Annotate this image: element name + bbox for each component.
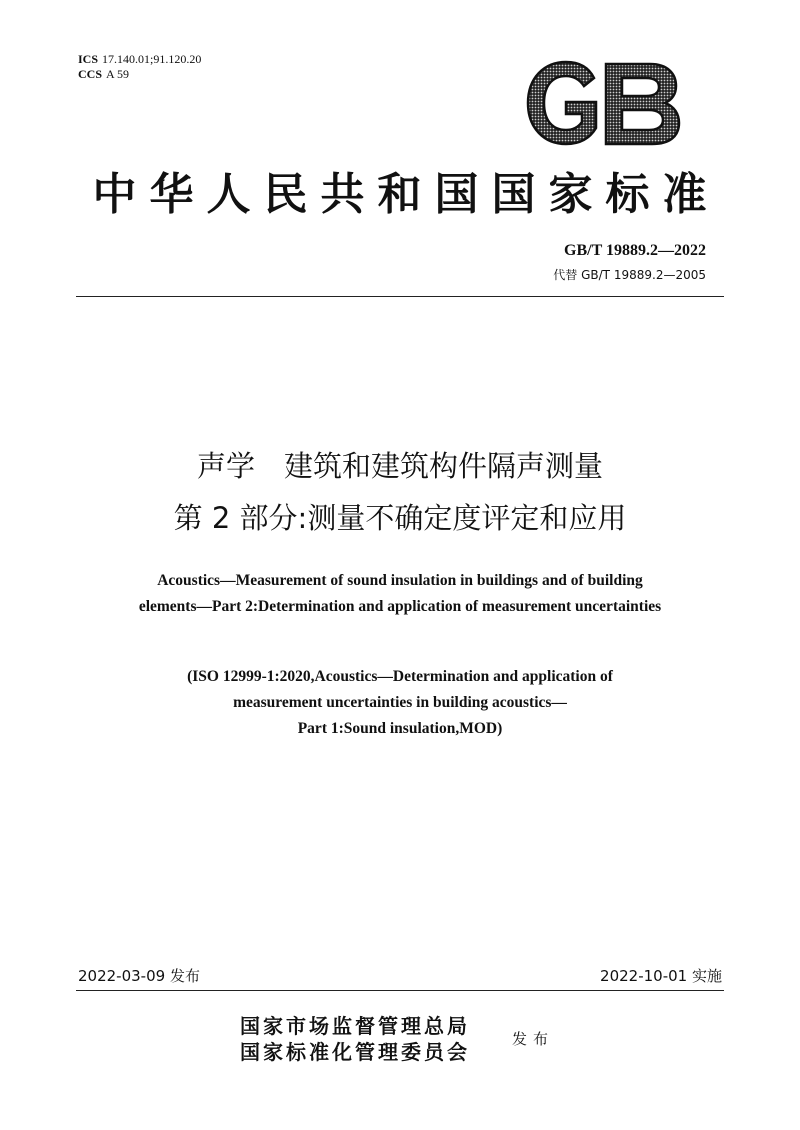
issuer-samr: 国家市场监督管理总局 bbox=[240, 1014, 470, 1038]
ics-line bbox=[78, 52, 201, 67]
ics-label: ICS bbox=[78, 52, 99, 66]
chinese-title-line-2: 第 2 部分:测量不确定度评定和应用 bbox=[173, 501, 627, 535]
ccs-value: A 59 bbox=[106, 67, 130, 81]
iso-reference-line-1: (ISO 12999-1:2020,Acoustics—Determination and application of bbox=[187, 668, 613, 685]
iso-reference-line-3: Part 1:Sound insulation,MOD) bbox=[297, 720, 503, 737]
chinese-title-line-1: 声学 建筑和建筑构件隔声测量 bbox=[196, 449, 603, 483]
gb-logo-icon bbox=[522, 58, 682, 148]
standard-replaces: 代替 GB/T 19889.2—2005 bbox=[553, 268, 706, 282]
english-title-line-1: Acoustics—Measurement of sound insulation in buildings and of building bbox=[157, 572, 643, 589]
bottom-divider bbox=[76, 990, 724, 991]
classification-codes bbox=[78, 52, 201, 82]
issue-date: 2022-03-09 发布 bbox=[78, 967, 200, 985]
national-standard-heading: 中华人民共和国国家标准 bbox=[92, 169, 720, 220]
implementation-date: 2022-10-01 实施 bbox=[600, 967, 722, 985]
gb-logo bbox=[522, 58, 682, 148]
english-title-line-2: elements—Part 2:Determination and application of measurement uncertainties bbox=[138, 598, 662, 615]
ccs-line bbox=[78, 67, 201, 82]
ccs-label: CCS bbox=[78, 67, 103, 81]
issuer-sac: 国家标准化管理委员会 bbox=[240, 1040, 470, 1064]
publish-label: 发布 bbox=[512, 1030, 555, 1048]
standard-number: GB/T 19889.2—2022 bbox=[564, 242, 706, 259]
top-divider bbox=[76, 296, 724, 297]
ics-value: 17.140.01;91.120.20 bbox=[102, 52, 202, 66]
iso-reference-line-2: measurement uncertainties in building acoustics— bbox=[233, 694, 567, 711]
